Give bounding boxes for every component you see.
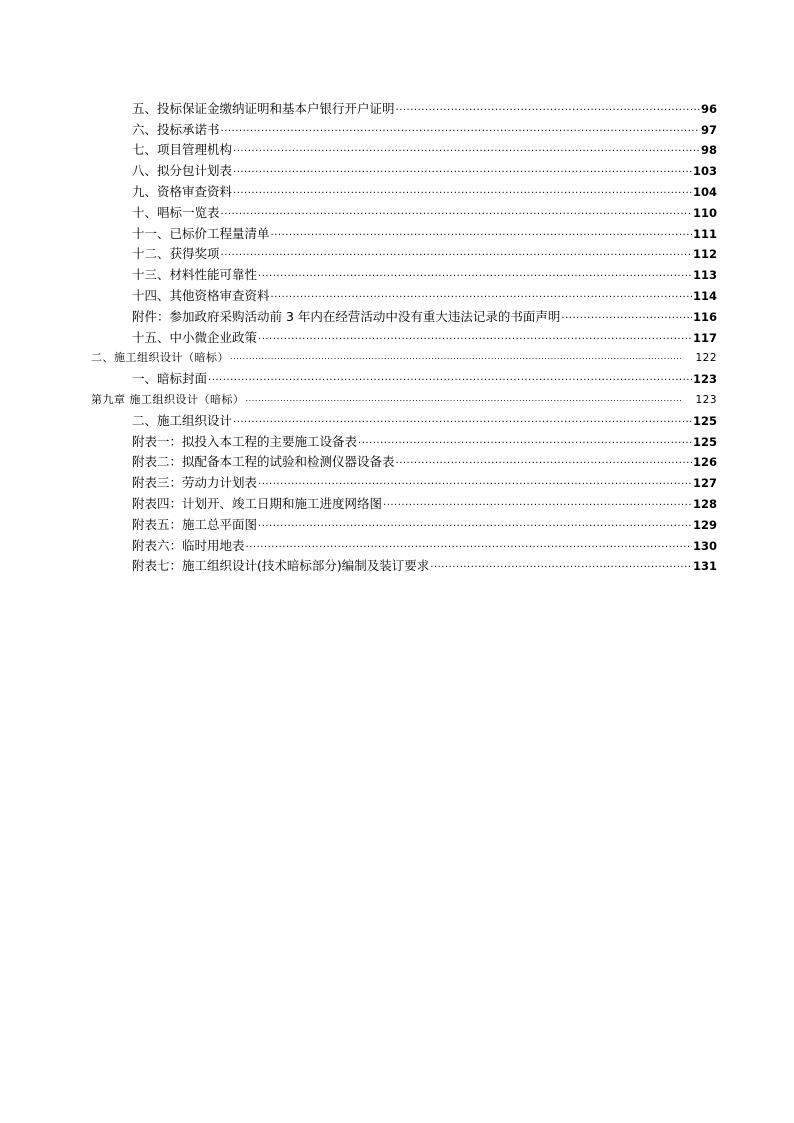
toc-entry-title: 附表二：拟配备本工程的试验和检测仪器设备表 <box>132 454 395 470</box>
toc-dot-leader <box>396 455 692 467</box>
toc-entry[interactable] <box>0 408 794 429</box>
toc-entry-page: 113 <box>692 268 717 283</box>
toc-entry-title: 第九章 施工组织设计（暗标） <box>91 392 245 406</box>
toc-dot-leader <box>258 331 692 343</box>
toc-entry[interactable] <box>0 262 794 283</box>
toc-entry[interactable] <box>0 221 794 242</box>
toc-entry-title: 十三、材料性能可靠性 <box>132 267 258 283</box>
toc-entry[interactable] <box>0 179 794 200</box>
toc-entry-title: 十、唱标一览表 <box>132 204 220 220</box>
toc-dot-leader <box>561 310 692 322</box>
toc-entry-page: 123 <box>692 372 717 387</box>
toc-entry-title: 八、拟分包计划表 <box>132 163 233 179</box>
toc-dot-leader <box>221 206 692 218</box>
toc-dot-leader <box>233 143 700 155</box>
toc-dot-leader <box>383 497 692 509</box>
toc-entry[interactable] <box>0 491 794 512</box>
toc-entry[interactable] <box>0 96 794 117</box>
toc-entry-title: 附表六：临时用地表 <box>132 537 245 553</box>
toc-entry-title: 附件：参加政府采购活动前 3 年内在经营活动中没有重大违法记录的书面声明 <box>132 308 561 324</box>
toc-entry-page: 125 <box>692 413 717 428</box>
toc-entry[interactable] <box>0 158 794 179</box>
toc-entry-page: 128 <box>692 496 717 511</box>
toc-dot-leader <box>396 102 700 114</box>
toc-dot-leader <box>221 247 692 259</box>
toc-dot-leader <box>258 268 692 280</box>
toc-dot-leader <box>258 518 692 530</box>
toc-entry[interactable] <box>0 117 794 138</box>
toc-entry-title: 二、施工组织设计（暗标） <box>91 351 229 365</box>
toc-dot-leader <box>271 289 692 301</box>
toc-entry-page: 130 <box>692 538 717 553</box>
toc-entry-page: 123 <box>695 393 717 406</box>
toc-entry[interactable] <box>0 242 794 263</box>
toc-entry-page: 104 <box>692 184 717 199</box>
toc-dot-leader <box>246 539 692 551</box>
toc-entry-title: 九、资格审查资料 <box>132 183 233 199</box>
toc-entry[interactable] <box>0 200 794 221</box>
toc-section-entry[interactable] <box>0 346 794 367</box>
toc-entry-title: 十五、中小微企业政策 <box>132 329 258 345</box>
toc-entry-title: 附表四：计划开、竣工日期和施工进度网络图 <box>132 495 383 511</box>
toc-entry-title: 六、投标承诺书 <box>132 121 220 137</box>
toc-chapter-entry[interactable] <box>0 387 794 408</box>
toc-dot-leader <box>271 227 692 239</box>
toc-dot-leader <box>233 164 692 176</box>
toc-entry-page: 126 <box>692 455 717 470</box>
toc-entry-page: 116 <box>692 309 717 324</box>
toc-entry[interactable] <box>0 366 794 387</box>
toc-entry[interactable] <box>0 554 794 575</box>
toc-entry[interactable] <box>0 470 794 491</box>
toc-entry-page: 96 <box>700 101 717 116</box>
toc-entry-page: 114 <box>692 288 717 303</box>
toc-entry[interactable] <box>0 429 794 450</box>
toc-entry-page: 117 <box>692 330 717 345</box>
toc-entry-page: 98 <box>700 143 717 158</box>
toc-entry-title: 一、暗标封面 <box>132 371 208 387</box>
toc-entry-title: 附表三：劳动力计划表 <box>132 475 258 491</box>
toc-entry-title: 十二、获得奖项 <box>132 246 220 262</box>
toc-dot-leader <box>230 351 681 363</box>
toc-entry-page: 111 <box>692 226 717 241</box>
toc-entry-page: 122 <box>695 352 717 365</box>
toc-entry-title: 七、项目管理机构 <box>132 142 233 158</box>
toc-entry[interactable] <box>0 533 794 554</box>
toc-entry-title: 附表七：施工组织设计(技术暗标部分)编制及装订要求 <box>132 558 430 574</box>
toc-entry[interactable] <box>0 138 794 159</box>
toc-entry-title: 附表五：施工总平面图 <box>132 516 258 532</box>
toc-entry-page: 129 <box>692 517 717 532</box>
toc-dot-leader <box>246 393 682 405</box>
toc-entry[interactable] <box>0 450 794 471</box>
toc-entry-title: 十一、已标价工程量清单 <box>132 225 270 241</box>
toc-entry-page: 125 <box>692 434 717 449</box>
toc-entry-page: 110 <box>692 205 717 220</box>
toc-entry[interactable] <box>0 283 794 304</box>
toc-entry[interactable] <box>0 304 794 325</box>
toc-entry-title: 二、施工组织设计 <box>132 412 233 428</box>
toc-entry-page: 103 <box>692 164 717 179</box>
toc-dot-leader <box>258 476 692 488</box>
toc-dot-leader <box>221 123 700 135</box>
toc-entry-page: 112 <box>692 247 717 262</box>
toc-dot-leader <box>208 372 692 384</box>
toc-dot-leader <box>430 559 692 571</box>
toc-dot-leader <box>358 435 692 447</box>
toc-entry-page: 131 <box>692 559 717 574</box>
toc-entry-page: 97 <box>700 122 717 137</box>
toc-entry-page: 127 <box>692 476 717 491</box>
toc-entry-title: 十四、其他资格审查资料 <box>132 287 270 303</box>
toc-entry-title: 附表一：拟投入本工程的主要施工设备表 <box>132 433 358 449</box>
toc-entry-title: 五、投标保证金缴纳证明和基本户银行开户证明 <box>132 100 395 116</box>
table-of-contents <box>0 96 794 574</box>
toc-entry[interactable] <box>0 512 794 533</box>
toc-entry[interactable] <box>0 325 794 346</box>
toc-dot-leader <box>233 185 692 197</box>
toc-dot-leader <box>233 414 692 426</box>
